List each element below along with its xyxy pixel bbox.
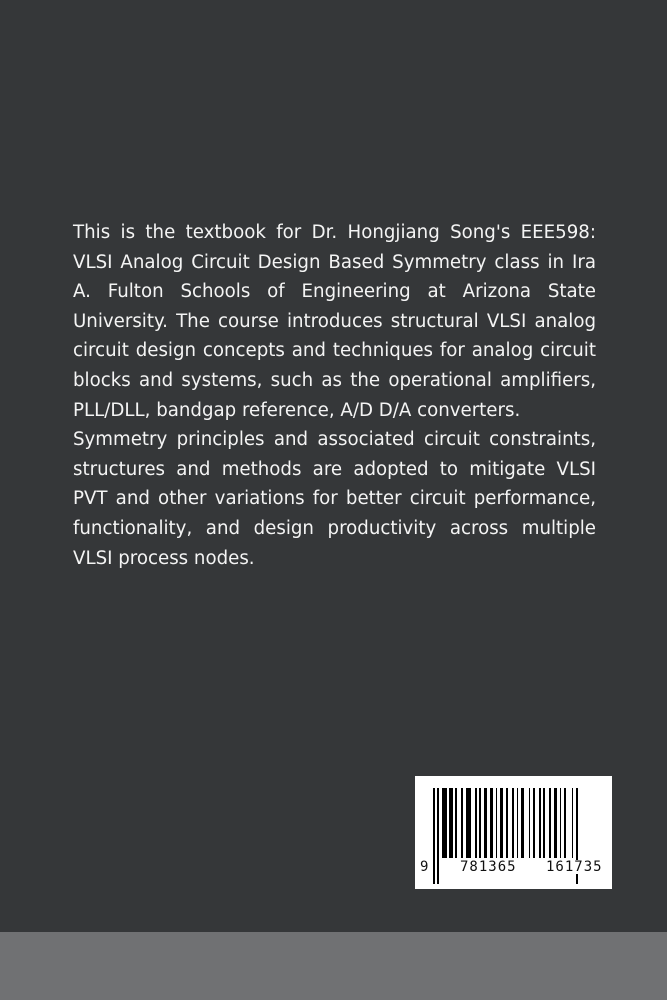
barcode-bar [479, 788, 481, 858]
barcode-bar [496, 788, 498, 858]
barcode-bar [539, 788, 541, 858]
barcode-bar [437, 788, 439, 884]
barcode-bar [564, 788, 566, 858]
barcode-bar [543, 788, 545, 858]
barcode-bar [549, 788, 551, 858]
barcode-bar [466, 788, 471, 858]
barcode-bar [529, 788, 531, 858]
barcode-bar [521, 788, 524, 858]
barcode-bar [554, 788, 557, 858]
blurb-paragraph-2: Symmetry principles and associated circuit constraints, structures and methods are adopted to mitigate VLSI PVT and other variations for better circuit performance, functionality, and design productivity across multiple VLSI process nodes. [73, 429, 596, 569]
barcode-bar [475, 788, 477, 858]
barcode-bar [449, 788, 452, 858]
barcode-bar [490, 788, 493, 858]
barcode-bar [533, 788, 535, 858]
barcode-right-digits: 161735 [546, 859, 603, 875]
barcode-bar [560, 788, 562, 858]
barcode-bar [433, 788, 435, 884]
barcode-bar [517, 788, 519, 858]
barcode-bar [512, 788, 514, 858]
barcode-bar [461, 788, 463, 858]
barcode-first-digit: 9 [420, 859, 430, 875]
isbn-barcode [415, 776, 612, 889]
barcode-left-digits: 781365 [460, 859, 517, 875]
barcode-bar [442, 788, 447, 858]
barcode-bar [484, 788, 487, 858]
barcode-bar [455, 788, 457, 858]
barcode-bar [506, 788, 508, 858]
barcode-bar [572, 788, 574, 858]
back-cover-blurb [73, 218, 596, 573]
bottom-strip [0, 932, 667, 1000]
barcode-bar [500, 788, 503, 858]
blurb-paragraph-1: This is the textbook for Dr. Hongjiang Song's EEE598: VLSI Analog Circuit Design Based Symmetry class in Ira A. Fulton Schools of Engineering at Arizona State University. The course introduces structural VLSI analog circuit design concepts and techniques for analog circuit blocks and systems, such as the operational amplifiers, PLL/DLL, bandgap reference, A/D D/A converters. [73, 222, 596, 421]
